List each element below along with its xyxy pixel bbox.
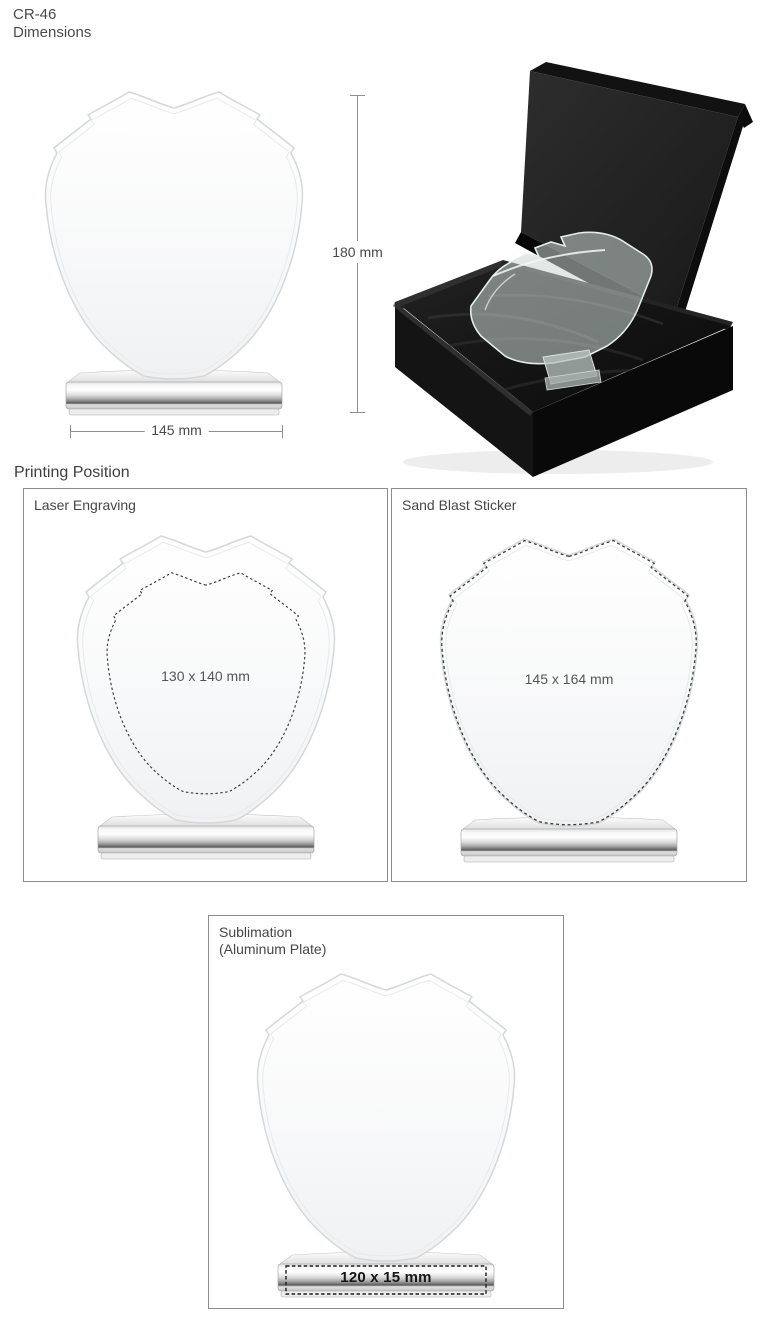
sublimation-area-size: 120 x 15 mm — [340, 1269, 432, 1286]
width-dimension-label: 145 mm — [144, 422, 209, 438]
sublimation-title-line1: Sublimation — [219, 924, 293, 940]
width-dimension-line — [70, 422, 283, 438]
sand-blast-area-size: 145 x 164 mm — [524, 671, 614, 687]
printing-position-heading: Printing Position — [14, 464, 130, 481]
sand-blast-panel — [391, 488, 747, 882]
trophy-front-illustration — [44, 82, 304, 422]
height-dimension-line — [332, 95, 383, 413]
laser-engraving-panel — [23, 488, 388, 882]
dimension-tick — [350, 412, 365, 413]
sand-blast-title: Sand Blast Sticker — [402, 497, 517, 513]
trophy-illustration — [76, 526, 336, 866]
sublimation-figure — [256, 964, 516, 1304]
header — [13, 6, 91, 42]
dimensions-section-title: Dimensions — [13, 24, 92, 41]
sublimation-title — [219, 924, 326, 958]
dimension-tick — [282, 425, 283, 438]
laser-engraving-figure — [76, 526, 336, 866]
product-code: CR-46 — [13, 6, 57, 23]
trophy-illustration — [256, 964, 516, 1304]
height-dimension-label: 180 mm — [329, 241, 386, 263]
sublimation-panel — [208, 915, 564, 1309]
sand-blast-figure — [439, 529, 699, 869]
laser-engraving-area-size: 130 x 140 mm — [161, 668, 250, 684]
laser-engraving-title: Laser Engraving — [34, 497, 136, 513]
gift-box-photo — [393, 60, 768, 480]
trophy-illustration — [439, 529, 699, 869]
sublimation-title-line2: (Aluminum Plate) — [219, 941, 327, 957]
